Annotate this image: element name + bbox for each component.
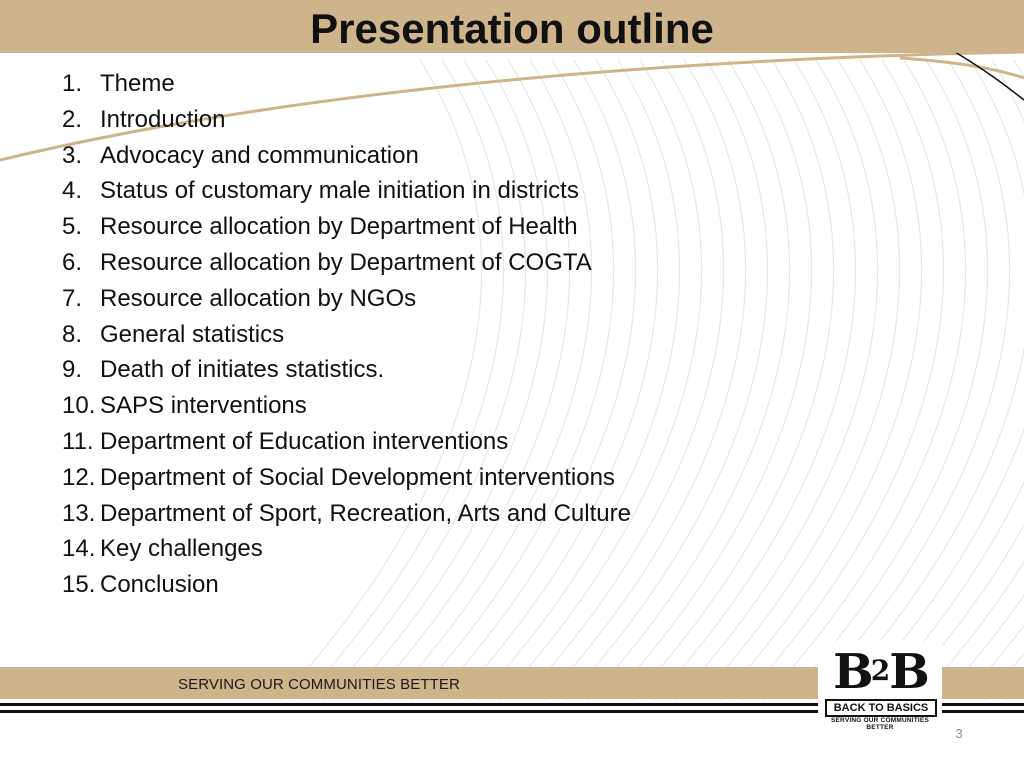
outline-item-text: Resource allocation by Department of COGTA [100,248,592,276]
outline-item [62,460,631,496]
outline-item-text: Status of customary male initiation in districts [100,177,579,205]
outline-item-number: 11. [62,427,94,455]
back-to-basics-logo [818,641,942,733]
outline-item [62,352,631,388]
outline-item-text: Department of Sport, Recreation, Arts and Culture [100,499,631,527]
logo-subtext: SERVING OUR COMMUNITIES BETTER [830,717,929,731]
outline-item-number: 6. [62,248,83,276]
logo-letter: B [833,644,871,700]
outline-item-text: Resource allocation by Department of Health [100,213,578,241]
outline-item-text: General statistics [100,320,285,348]
outline-item-number: 15. [62,571,96,599]
gold-swoosh-line-right [900,58,1024,78]
outline-item-text: Department of Social Development interventions [100,463,615,491]
outline-item [62,173,631,209]
outline-item-number: 4. [62,177,83,205]
slide-title: Presentation outline [310,5,714,52]
outline-item-number: 8. [62,320,83,348]
outline-item-number: 9. [62,356,83,384]
outline-item-text: Key challenges [100,535,263,563]
outline-item-number: 2. [62,105,83,133]
page-number: 3 [955,726,963,741]
outline-item [62,138,631,174]
outline-item-number: 14. [62,535,96,563]
outline-item-text: Death of initiates statistics. [100,356,385,384]
outline-item-number: 5. [62,213,83,241]
outline-item [62,388,631,424]
outline-item-number: 7. [62,284,83,312]
outline-item [62,245,631,281]
outline-item-text: Conclusion [100,571,219,599]
outline-item [62,531,631,567]
outline-item-text: Resource allocation by NGOs [100,284,417,312]
outline-item [62,424,631,460]
outline-item-number: 12. [62,463,96,491]
outline-item [62,102,631,138]
outline-list [62,66,631,603]
outline-item-text: Introduction [100,105,226,133]
outline-item-number: 10. [62,392,96,420]
outline-item [62,496,631,532]
outline-item-number: 1. [62,70,83,97]
logo-letter: 2 [870,654,890,687]
outline-item [62,567,631,603]
outline-item-number: 13. [62,499,96,527]
footer-tagline: SERVING OUR COMMUNITIES BETTER [178,676,460,693]
outline-item [62,209,631,245]
outline-item [62,317,631,353]
outline-item [62,66,631,102]
outline-item-text: Department of Education interventions [100,427,509,455]
logo-letter: B [889,644,927,700]
background-arc-line [896,60,1024,700]
background-arc-line [852,60,1024,700]
outline-item-text: Advocacy and communication [100,141,419,169]
outline-item-number: 3. [62,141,83,169]
outline-item-text: Theme [100,70,175,97]
logo-box-text: BACK TO BASICS [825,699,937,717]
outline-item-text: SAPS interventions [100,392,307,420]
logo-wordmark [828,645,932,698]
outline-item [62,281,631,317]
